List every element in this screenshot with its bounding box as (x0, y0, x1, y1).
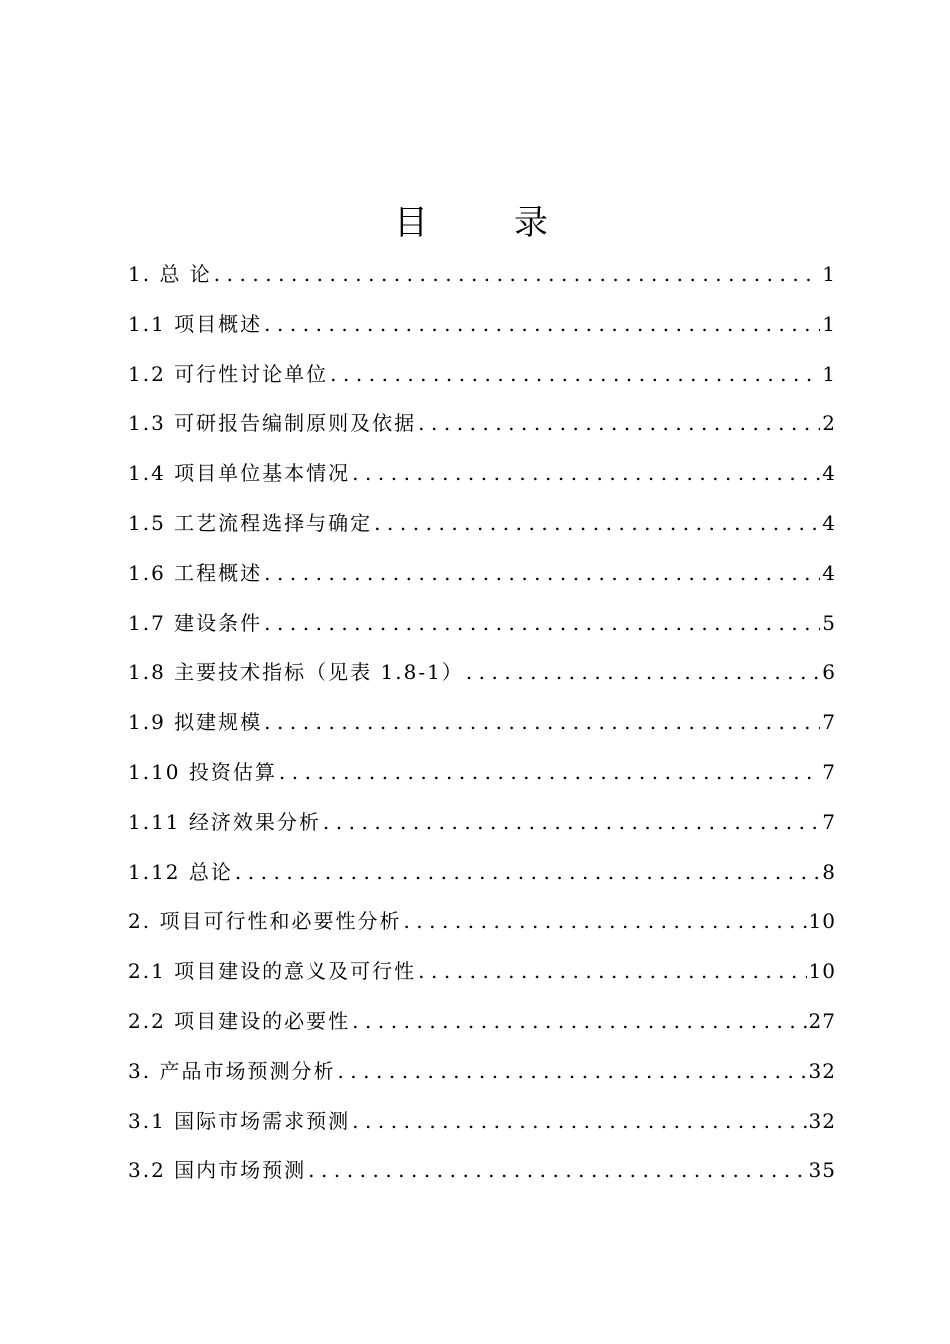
toc-entry-label: 1.9 拟建规模 (128, 710, 263, 735)
toc-entry[interactable] (128, 702, 836, 752)
toc-entry-label: 1.1 项目概述 (128, 311, 263, 336)
toc-entry[interactable] (128, 1101, 836, 1151)
toc-leader-dots (352, 1101, 806, 1141)
toc-leader-dots (418, 403, 820, 443)
toc-entry[interactable] (128, 503, 836, 553)
toc-title: 目 录 (394, 203, 574, 243)
toc-entry[interactable] (128, 254, 836, 304)
toc-entry-page: 1 (822, 361, 836, 386)
toc-entry-label: 3. 产品市场预测分析 (128, 1058, 336, 1083)
toc-entry[interactable] (128, 951, 836, 1001)
toc-entry-page: 27 (808, 1008, 836, 1033)
toc-entry[interactable] (128, 304, 836, 354)
toc-entry-page: 4 (822, 560, 836, 585)
toc-entry-page: 7 (822, 759, 836, 784)
toc-leader-dots (279, 752, 820, 792)
toc-entry-page: 4 (822, 461, 836, 486)
toc-entry[interactable] (128, 1051, 836, 1101)
toc-entry-label: 1.10 投资估算 (128, 759, 277, 784)
toc-entry-label: 3.1 国际市场需求预测 (128, 1108, 351, 1133)
toc-leader-dots (374, 503, 820, 543)
toc-entry[interactable] (128, 1150, 836, 1200)
toc-leader-dots (403, 901, 806, 941)
toc-entry-page: 32 (808, 1108, 836, 1133)
toc-entry-page: 1 (822, 311, 836, 336)
toc-entry-label: 1.2 可行性讨论单位 (128, 361, 329, 386)
toc-entry-page: 6 (822, 660, 836, 685)
toc-entry-page: 1 (822, 262, 836, 286)
toc-entry-label: 2. 项目可行性和必要性分析 (128, 909, 402, 934)
toc-entry[interactable] (128, 852, 836, 902)
toc-entry-label: 1.5 工艺流程选择与确定 (128, 510, 373, 535)
toc-leader-dots (264, 553, 820, 593)
toc-entry[interactable] (128, 802, 836, 852)
toc-entry[interactable] (128, 901, 836, 951)
toc-entry-page: 5 (822, 610, 836, 635)
toc-entry-label: 1. 总 论 (128, 262, 212, 286)
toc-entry-label: 1.12 总论 (128, 859, 233, 884)
toc-leader-dots (466, 652, 820, 692)
toc-entry-page: 10 (808, 909, 836, 934)
toc-entry-page: 10 (808, 959, 836, 984)
toc-entry-label: 1.8 主要技术指标（见表 1.8-1） (128, 660, 464, 685)
toc-entry-page: 8 (822, 859, 836, 884)
toc-entry[interactable] (128, 752, 836, 802)
toc-entry[interactable] (128, 453, 836, 503)
toc-entry[interactable] (128, 354, 836, 404)
toc-entry-label: 1.11 经济效果分析 (128, 809, 321, 834)
toc-entry[interactable] (128, 652, 836, 702)
toc-entry-page: 7 (822, 809, 836, 834)
toc-entry-page: 2 (822, 411, 836, 436)
toc-entry-page: 7 (822, 710, 836, 735)
toc-leader-dots (352, 1001, 806, 1041)
toc-entry-page: 32 (808, 1058, 836, 1083)
toc-leader-dots (352, 453, 820, 493)
toc-leader-dots (214, 254, 820, 294)
toc-entry-label: 3.2 国内市场预测 (128, 1158, 307, 1183)
toc-entry-label: 1.4 项目单位基本情况 (128, 461, 351, 486)
toc-leader-dots (337, 1051, 806, 1091)
toc-entry[interactable] (128, 403, 836, 453)
toc-list (128, 254, 836, 1200)
toc-entry-label: 1.6 工程概述 (128, 560, 263, 585)
toc-leader-dots (418, 951, 806, 991)
toc-leader-dots (235, 852, 820, 892)
toc-entry[interactable] (128, 1001, 836, 1051)
toc-entry-page: 35 (808, 1158, 836, 1183)
toc-leader-dots (308, 1150, 806, 1190)
toc-leader-dots (330, 354, 820, 394)
toc-entry-page: 4 (822, 510, 836, 535)
toc-entry[interactable] (128, 603, 836, 653)
toc-leader-dots (323, 802, 820, 842)
toc-entry-label: 2.2 项目建设的必要性 (128, 1008, 351, 1033)
toc-leader-dots (264, 304, 820, 344)
toc-entry-label: 2.1 项目建设的意义及可行性 (128, 959, 417, 984)
toc-entry[interactable] (128, 553, 836, 603)
toc-entry-label: 1.3 可研报告编制原则及依据 (128, 411, 417, 436)
toc-leader-dots (264, 603, 820, 643)
toc-leader-dots (264, 702, 820, 742)
toc-entry-label: 1.7 建设条件 (128, 610, 263, 635)
